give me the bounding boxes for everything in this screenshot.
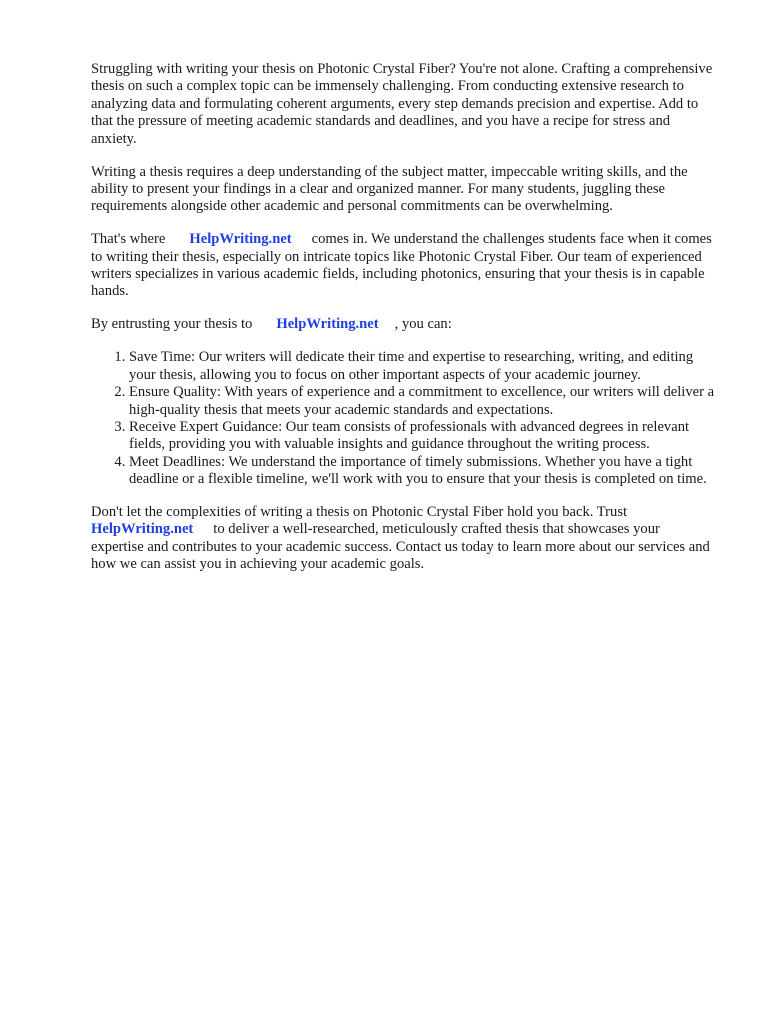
benefits-list — [91, 349, 716, 488]
entrust-lead-text: By entrusting your thesis to — [91, 316, 253, 333]
helpwriting-link[interactable]: HelpWriting.net — [91, 521, 194, 538]
helpwriting-link[interactable]: HelpWriting.net — [189, 231, 292, 248]
closing-rest-text: to deliver a well-researched, meticulously crafted thesis that showcases your expertise and contributes to your academic success. Contact us today to learn more about our services and how we can assist you in achieving your academic goals. — [91, 521, 710, 573]
closing-lead-text: Don't let the complexities of writing a thesis on Photonic Crystal Fiber hold you back. Trust — [91, 504, 628, 521]
entrust-rest-text: , you can: — [394, 316, 452, 333]
service-intro-rest-text: comes in. We understand the challenges students face when it comes to writing their thesis, especially on intricate topics like Photonic Crystal Fiber. Our team of experienced writers specializes in various academic fields, including photonics, ensuring that your thesis is in capable hands. — [91, 231, 712, 300]
benefit-item: 4. Meet Deadlines: We understand the importance of timely submissions. Whether you have a tight deadline or a flexible timeline, we'll work with you to ensure that your thesis is completed on time. — [129, 454, 716, 489]
benefit-item: 2. Ensure Quality: With years of experience and a commitment to excellence, our writers will deliver a high-quality thesis that meets your academic standards and expectations. — [129, 384, 716, 419]
service-intro-paragraph — [91, 231, 716, 301]
benefit-item: 3. Receive Expert Guidance: Our team consists of professionals with advanced degrees in relevant fields, providing you with valuable insights and guidance throughout the writing process. — [129, 419, 716, 454]
closing-paragraph — [91, 504, 716, 574]
entrust-paragraph — [91, 316, 716, 333]
benefit-item: 1. Save Time: Our writers will dedicate their time and expertise to researching, writing, and editing your thesis, allowing you to focus on other important aspects of your academic journey. — [129, 349, 716, 384]
helpwriting-link[interactable]: HelpWriting.net — [276, 316, 379, 333]
intro-paragraph: Struggling with writing your thesis on Photonic Crystal Fiber? You're not alone. Crafting a comprehensive thesis on such a complex topic can be immensely challenging. From conducting extensive research to analyzing data and formulating coherent arguments, every step demands precision and expertise. Add to that the pressure of meeting academic standards and deadlines, and you have a recipe for stress and anxiety. — [91, 61, 713, 147]
service-intro-lead-text: That's where — [91, 231, 166, 248]
document-body — [91, 61, 716, 589]
requirements-paragraph: Writing a thesis requires a deep understanding of the subject matter, impeccable writing skills, and the ability to present your findings in a clear and organized manner. For many students, juggling these requirements alongside other academic and personal commitments can be overwhelming. — [91, 163, 688, 215]
